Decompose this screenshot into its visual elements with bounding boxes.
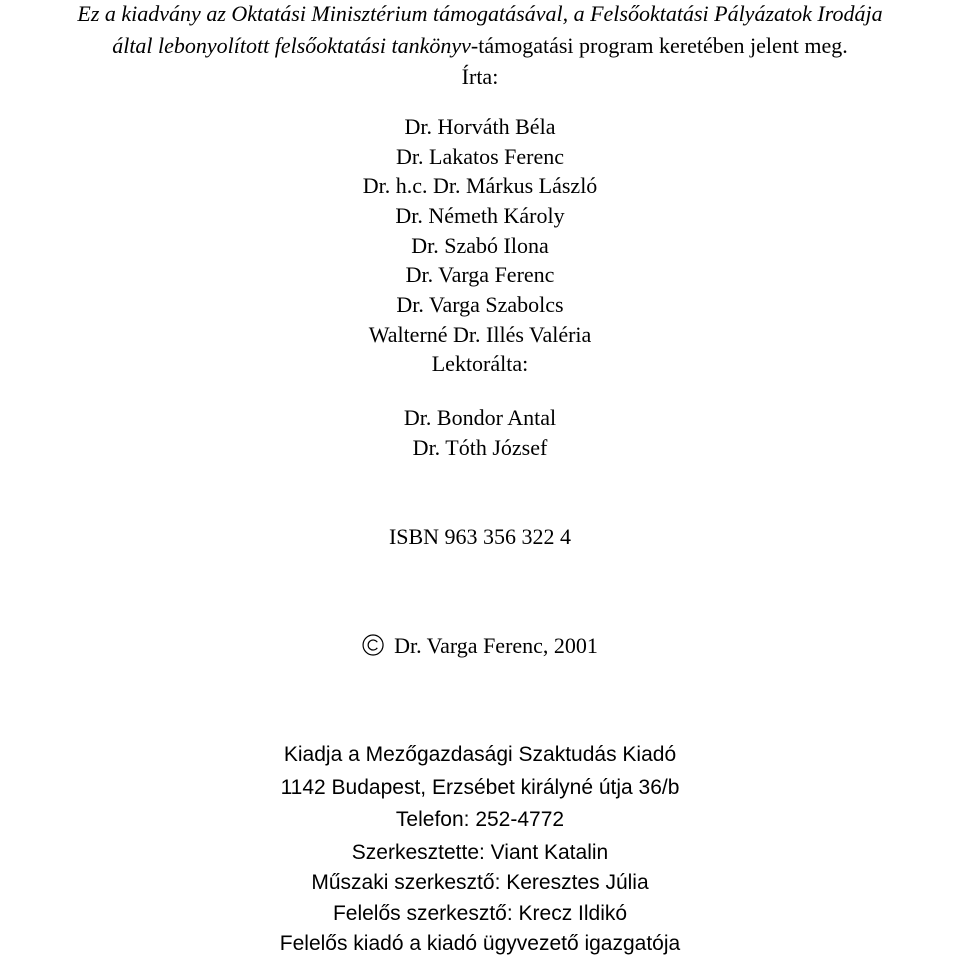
author-name: Dr. Horváth Béla	[404, 114, 556, 139]
author-name: Dr. Szabó Ilona	[411, 233, 549, 258]
reviewer-name: Dr. Bondor Antal	[403, 405, 557, 430]
isbn: ISBN 963 356 322 4	[388, 524, 572, 549]
author-name: Walterné Dr. Illés Valéria	[368, 322, 592, 347]
author-name: Dr. Varga Ferenc	[405, 262, 555, 287]
intro-line-1	[0, 3, 960, 25]
author-name: Dr. Lakatos Ferenc	[396, 144, 564, 169]
imprint-line: Műszaki szerkesztő: Keresztes Júlia	[311, 871, 649, 894]
authors-heading: Írta:	[461, 64, 499, 89]
imprint-line: Kiadja a Mezőgazdasági Szaktudás Kiadó	[283, 743, 677, 766]
reviewer-name: Dr. Tóth József	[412, 435, 548, 460]
reviewers-heading: Lektorálta:	[431, 351, 529, 376]
imprint-line: 1142 Budapest, Erzsébet királyné útja 36/b	[280, 776, 680, 799]
intro-line-2	[0, 35, 960, 57]
imprint-line: Szerkesztette: Viant Katalin	[351, 841, 609, 864]
intro-line-1-text: Ez a kiadvány az Oktatási Minisztérium támogatásával, a Felsőoktatási Pályázatok Irodája	[77, 1, 883, 26]
author-name: Dr. h.c. Dr. Márkus László	[362, 173, 598, 198]
author-name: Dr. Varga Szabolcs	[396, 292, 564, 317]
copyright-text: Dr. Varga Ferenc, 2001	[394, 633, 598, 658]
intro-line-2-regular: -támogatási program keretében jelent meg.	[470, 33, 848, 58]
intro-line-2-italic: által lebonyolított felsőoktatási tankönyv	[112, 33, 471, 58]
imprint-line: Telefon: 252-4772	[395, 808, 565, 831]
copyright-icon	[362, 634, 384, 656]
copyright-line	[362, 634, 598, 657]
author-name: Dr. Németh Károly	[395, 203, 565, 228]
imprint-line: Felelős kiadó a kiadó ügyvezető igazgatója	[279, 932, 681, 955]
imprint-line: Felelős szerkesztő: Krecz Ildikó	[332, 902, 628, 925]
